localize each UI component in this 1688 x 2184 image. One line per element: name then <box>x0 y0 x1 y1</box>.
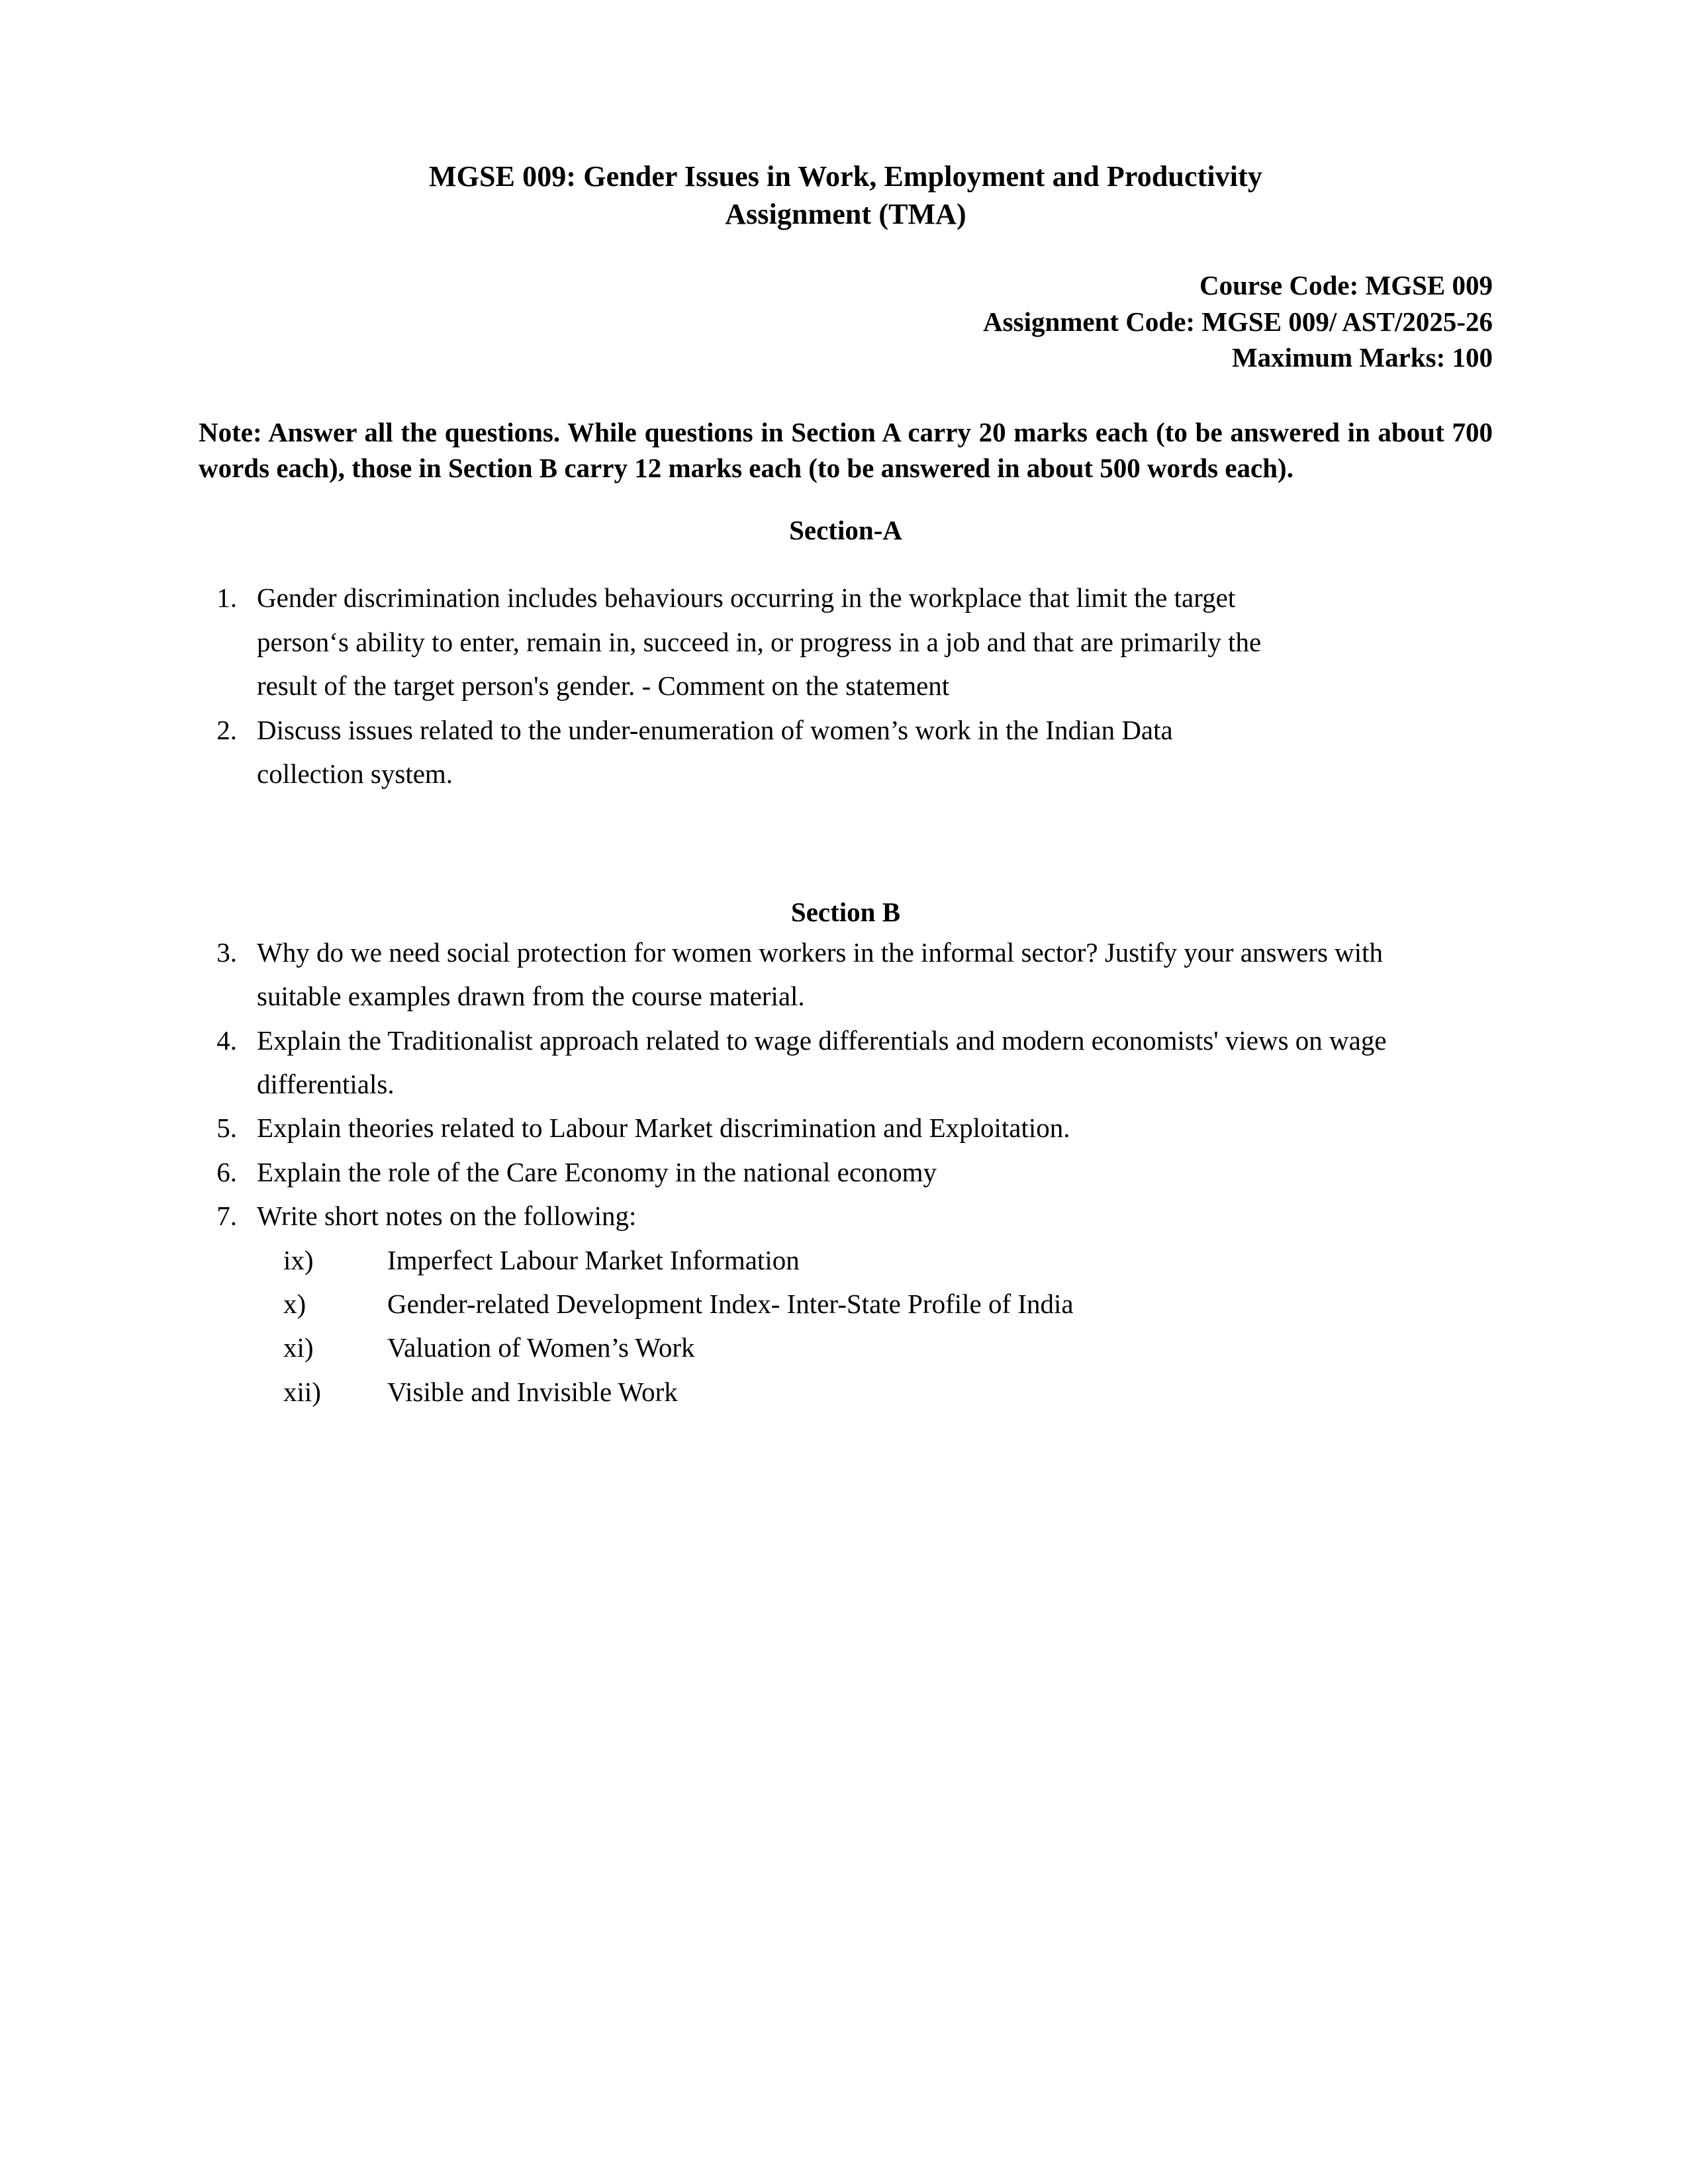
page-content <box>199 0 1493 1414</box>
section-a-question-list <box>199 576 1493 796</box>
short-note-item <box>283 1370 1493 1414</box>
section-b-heading: Section B <box>790 897 901 928</box>
short-note-text: Visible and Invisible Work <box>387 1376 678 1407</box>
course-code: Course Code: MGSE 009 <box>1199 270 1493 301</box>
spacer <box>199 548 1493 576</box>
question-item <box>199 1106 1493 1150</box>
question-item <box>199 931 1493 1019</box>
section-b-question-list <box>199 931 1493 1238</box>
note-paragraph: Note: Answer all the questions. While questions in Section A carry 20 marks each (to be answered in about 700 words each), those in Section B carry 12 marks each (to be answered in about 500 words each). <box>199 416 1493 484</box>
spacer <box>199 796 1493 895</box>
question-item <box>199 1150 1493 1194</box>
question-number: 4. <box>216 1024 237 1056</box>
short-note-marker: x) <box>283 1289 306 1320</box>
question-item <box>199 1019 1493 1107</box>
question-item <box>199 708 1493 796</box>
section-a-heading: Section-A <box>789 515 902 546</box>
question-text: Why do we need social protection for women workers in the informal sector? Justify your answers with suitable examples drawn from the course material. <box>257 936 1383 1012</box>
question-text: Explain the Traditionalist approach related to wage differentials and modern economists' views on wage differentials. <box>257 1024 1387 1099</box>
page-title <box>199 0 1493 233</box>
short-note-item <box>283 1326 1493 1369</box>
short-note-text: Imperfect Labour Market Information <box>387 1244 800 1275</box>
question-text: Explain the role of the Care Economy in the national economy <box>257 1156 937 1187</box>
question-number: 6. <box>216 1156 237 1187</box>
short-note-item <box>283 1282 1493 1326</box>
short-notes-list <box>283 1238 1493 1414</box>
assignment-code: Assignment Code: MGSE 009/ AST/2025-26 <box>983 306 1493 337</box>
question-text: Gender discrimination includes behaviours occurring in the workplace that limit the target person‘s ability to enter, remain in, succeed in, or progress in a job and that are primarily the result of the target person's gender. - Comment on the statement <box>257 582 1262 702</box>
question-item <box>199 1194 1493 1238</box>
maximum-marks: Maximum Marks: 100 <box>1231 342 1493 373</box>
question-text: Explain theories related to Labour Market discrimination and Exploitation. <box>257 1113 1070 1144</box>
short-note-marker: xii) <box>283 1376 321 1407</box>
short-note-marker: xi) <box>283 1332 314 1363</box>
question-number: 5. <box>216 1113 237 1144</box>
question-text: Write short notes on the following: <box>257 1201 637 1232</box>
question-number: 1. <box>216 582 237 614</box>
short-note-marker: ix) <box>283 1244 314 1275</box>
short-note-text: Gender-related Development Index- Inter-State Profile of India <box>387 1289 1074 1320</box>
question-text: Discuss issues related to the under-enumeration of women’s work in the Indian Data collection system. <box>257 714 1173 790</box>
question-item <box>199 576 1493 707</box>
course-meta-block <box>199 267 1493 376</box>
question-number: 3. <box>216 936 237 968</box>
question-number: 7. <box>216 1201 237 1232</box>
short-note-text: Valuation of Women’s Work <box>387 1332 695 1363</box>
short-note-item <box>283 1238 1493 1282</box>
question-number: 2. <box>216 714 237 745</box>
title-line-2: Assignment (TMA) <box>725 198 966 231</box>
title-line-1: MGSE 009: Gender Issues in Work, Employment and Productivity <box>429 160 1262 193</box>
